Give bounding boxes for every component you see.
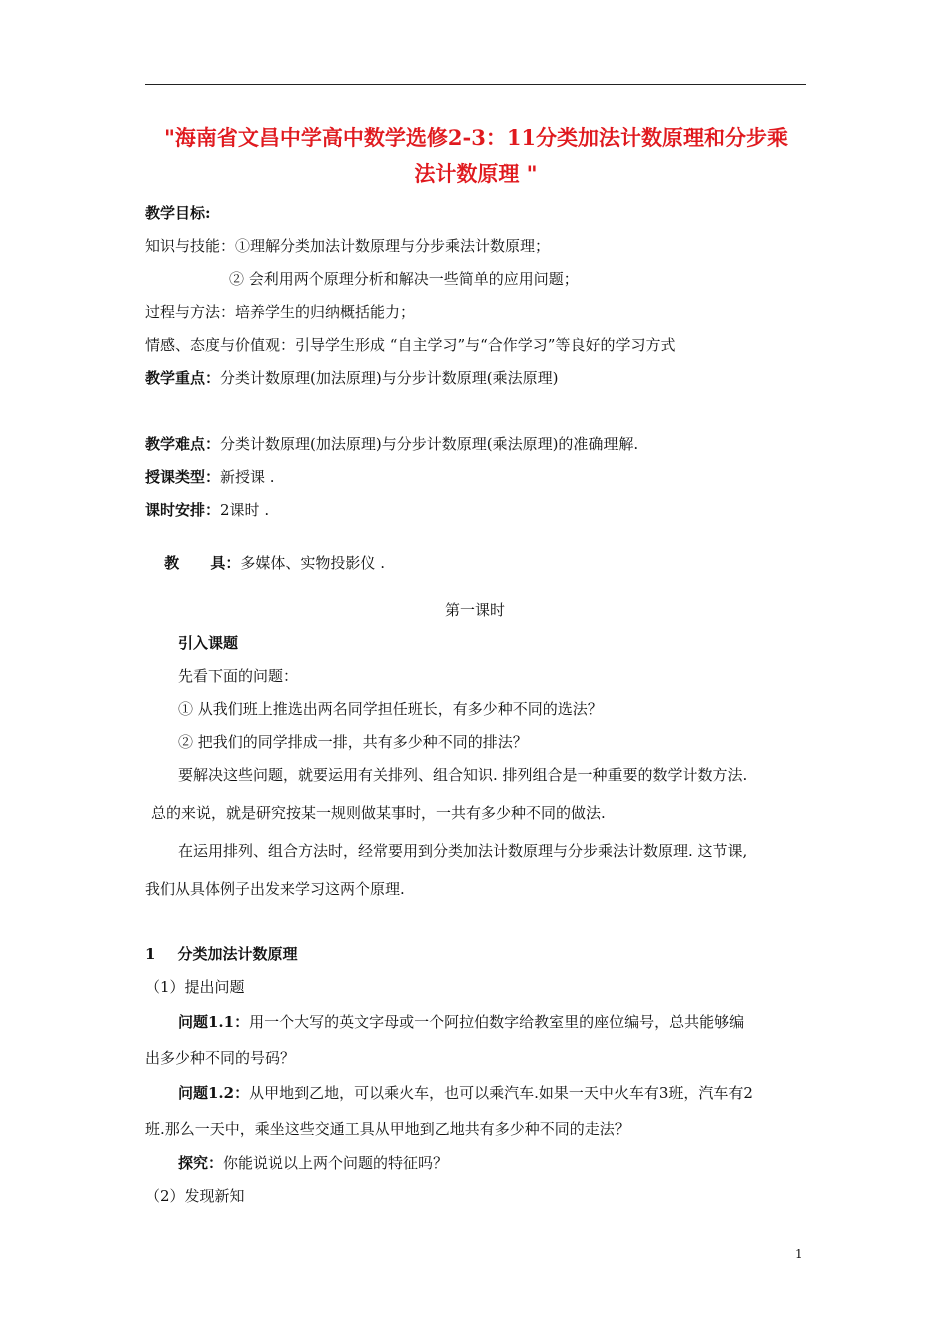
problem-1-1-label: 问题1.1： xyxy=(178,1013,250,1031)
knowledge-item-1: ①理解分类加法计数原理与分步乘法计数原理； xyxy=(235,237,551,255)
type-label: 授课类型： xyxy=(145,468,221,486)
type-line xyxy=(145,467,275,487)
emotion-line: 情感、态度与价值观：引导学生形成 “自主学习”与“合作学习”等良好的学习方式 xyxy=(145,336,676,354)
problem-1-2-line1 xyxy=(178,1083,753,1103)
section-1-title: 分类加法计数原理 xyxy=(177,945,298,963)
schedule-line xyxy=(145,500,269,520)
section-1-number: 1 xyxy=(145,945,156,963)
intro-paragraph-2-line1: 要解决这些问题，就要运用有关排列、组合知识. 排列组合是一种重要的数学计数方法. xyxy=(178,766,748,784)
intro-question-1: ① 从我们班上推选出两名同学担任班长，有多少种不同的选法？ xyxy=(178,700,603,718)
knowledge-item-2: ② 会利用两个原理分析和解决一些简单的应用问题； xyxy=(229,270,579,288)
problem-1-1-line2: 出多少种不同的号码？ xyxy=(145,1049,296,1067)
explore-line xyxy=(178,1153,448,1173)
focus-line xyxy=(145,368,558,388)
header-rule xyxy=(145,84,806,85)
problem-1-1-line1 xyxy=(178,1012,744,1032)
problem-1-2-text: 从甲地到乙地，可以乘火车，也可以乘汽车.如果一天中火车有3班，汽车有2 xyxy=(249,1084,753,1102)
difficulty-line xyxy=(145,434,638,454)
tools-line xyxy=(145,533,385,593)
page-number: 1 xyxy=(795,1247,803,1261)
subsection-1: （1）提出问题 xyxy=(145,978,245,996)
process-line: 过程与方法：培养学生的归纳概括能力； xyxy=(145,303,416,321)
type-text: 新授课 . xyxy=(220,468,275,486)
intro-paragraph-3-line2: 我们从具体例子出发来学习这两个原理. xyxy=(145,880,405,898)
intro-paragraph-2-line2: 总的来说，就是研究按某一规则做某事时，一共有多少种不同的做法. xyxy=(151,804,606,822)
intro-paragraph-3-line1: 在运用排列、组合方法时，经常要用到分类加法计数原理与分步乘法计数原理. 这节课, xyxy=(178,842,748,860)
tools-label: 教 具： xyxy=(164,554,241,572)
knowledge-label: 知识与技能： xyxy=(145,237,236,255)
intro-heading: 引入课题 xyxy=(178,634,239,652)
difficulty-label: 教学难点： xyxy=(145,435,221,453)
tools-text: 多媒体、实物投影仪 . xyxy=(240,554,385,572)
focus-label: 教学重点： xyxy=(145,369,221,387)
schedule-text: 2课时 . xyxy=(220,501,270,519)
problem-1-2-label: 问题1.2： xyxy=(178,1084,250,1102)
document-title-line1: "海南省文昌中学高中数学选修2-3：11分类加法计数原理和分步乘 xyxy=(163,125,789,150)
goals-heading: 教学目标: xyxy=(145,204,211,222)
intro-paragraph-1: 先看下面的问题： xyxy=(178,667,299,685)
intro-question-2: ② 把我们的同学排成一排，共有多少种不同的排法？ xyxy=(178,733,528,751)
document-title-line2: 法计数原理 " xyxy=(414,161,538,186)
schedule-label: 课时安排： xyxy=(145,501,221,519)
problem-1-1-text: 用一个大写的英文字母或一个阿拉伯数字给教室里的座位编号，总共能够编 xyxy=(249,1013,745,1031)
explore-label: 探究： xyxy=(178,1154,224,1172)
knowledge-line xyxy=(145,236,550,256)
difficulty-text: 分类计数原理(加法原理)与分步计数原理(乘法原理)的准确理解. xyxy=(220,435,639,453)
section-1-heading xyxy=(145,944,297,964)
lesson-heading: 第一课时 xyxy=(444,601,505,619)
explore-text: 你能说说以上两个问题的特征吗？ xyxy=(223,1154,449,1172)
problem-1-2-line2: 班.那么一天中，乘坐这些交通工具从甲地到乙地共有多少种不同的走法？ xyxy=(145,1120,630,1138)
focus-text: 分类计数原理(加法原理)与分步计数原理(乘法原理) xyxy=(220,369,559,387)
subsection-2: （2）发现新知 xyxy=(145,1187,245,1205)
